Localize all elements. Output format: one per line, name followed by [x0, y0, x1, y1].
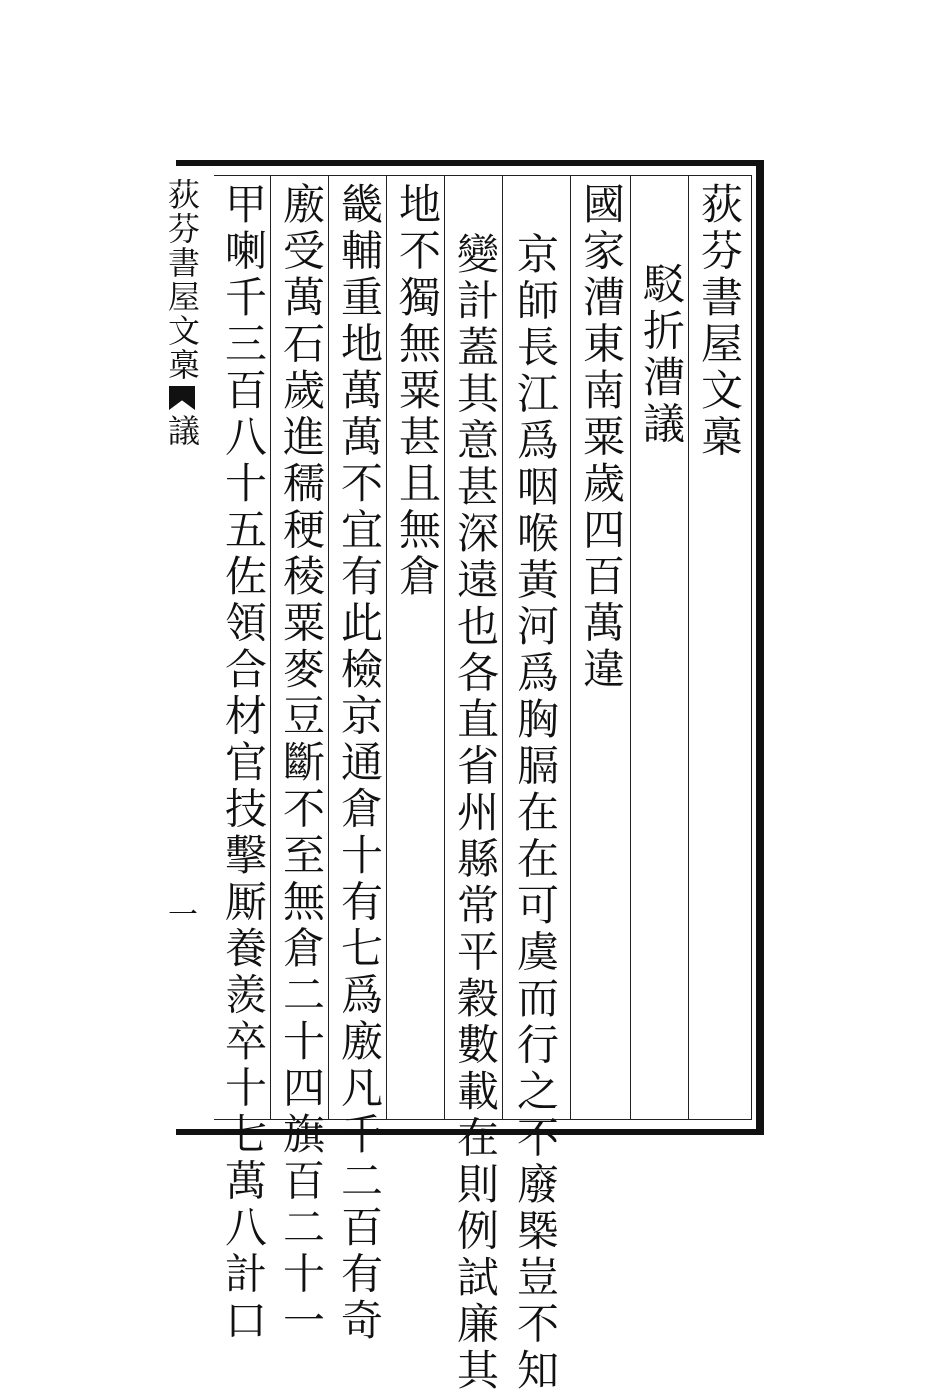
column-rule [444, 175, 445, 1120]
margin-column [162, 178, 202, 448]
column-rule [570, 175, 571, 1120]
text-column-2: 京師長江爲咽喉黃河爲胸膈在在可虞而行之不廢槩豈不知 [511, 232, 560, 1395]
column-rule [502, 175, 503, 1120]
folio-number: 一 [168, 898, 198, 933]
column-rule [386, 175, 387, 1120]
text-column-7: 甲喇千三百八十五佐領合材官技擊厮養羨卒十七萬八計口 [219, 182, 268, 1345]
fish-tail-mark [169, 386, 195, 410]
margin-book-title: 荻芬書屋文槀 [163, 178, 201, 382]
margin-section-label: 議 [163, 414, 201, 448]
book-title-column: 荻芬書屋文槀 [695, 182, 744, 461]
text-column-3: 變計蓋其意甚深遠也各直省州縣常平穀數載在則例試廉其 [451, 232, 500, 1395]
essay-title-column: 駁折漕議 [637, 262, 686, 448]
text-column-5: 畿輔重地萬萬不宜有此檢京通倉十有七爲廒凡千二百有奇 [335, 182, 384, 1345]
column-rule [688, 175, 689, 1120]
text-column-1: 國家漕東南粟歲四百萬違 [577, 182, 626, 694]
column-rule [270, 175, 271, 1120]
text-column-6: 廒受萬石歲進穤稉稜粟麥豆斷不至無倉二十四旗百二十一 [277, 182, 326, 1345]
text-column-4: 地不獨無粟甚且無倉 [393, 182, 442, 601]
column-rule [328, 175, 329, 1120]
column-rule [630, 175, 631, 1120]
